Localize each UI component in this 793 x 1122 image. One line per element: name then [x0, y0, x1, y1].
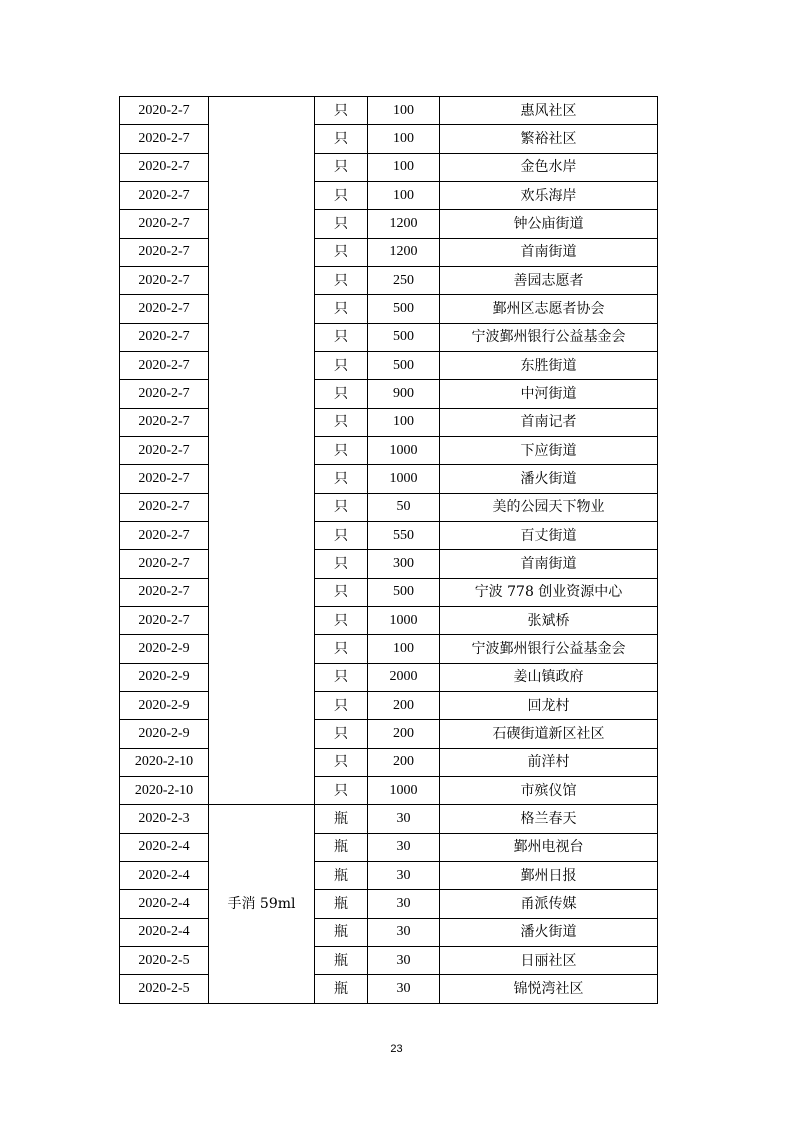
table-row: [120, 97, 658, 125]
recipient-cell: 欢乐海岸: [440, 181, 658, 209]
date-cell: 2020-2-5: [120, 975, 209, 1003]
table-row: [120, 805, 658, 833]
unit-cell: 瓶: [315, 918, 368, 946]
quantity-cell: 30: [368, 975, 440, 1003]
recipient-cell: 回龙村: [440, 691, 658, 719]
date-cell: 2020-2-7: [120, 521, 209, 549]
date-cell: 2020-2-7: [120, 351, 209, 379]
quantity-cell: 1000: [368, 776, 440, 804]
table-row: [120, 181, 658, 209]
table-row: [120, 210, 658, 238]
page-number: 23: [390, 1043, 403, 1055]
table-row: [120, 351, 658, 379]
recipient-cell: 鄞州日报: [440, 861, 658, 889]
quantity-cell: 500: [368, 351, 440, 379]
recipient-cell: 金色水岸: [440, 153, 658, 181]
unit-cell: 只: [315, 238, 368, 266]
recipient-cell: 张斌桥: [440, 606, 658, 634]
date-cell: 2020-2-7: [120, 181, 209, 209]
unit-cell: 瓶: [315, 861, 368, 889]
table-row: [120, 606, 658, 634]
recipient-cell: 鄞州电视台: [440, 833, 658, 861]
table-row: [120, 975, 658, 1003]
recipient-cell: 中河街道: [440, 380, 658, 408]
table-row: [120, 720, 658, 748]
unit-cell: 只: [315, 380, 368, 408]
recipient-cell: 格兰春天: [440, 805, 658, 833]
table-row: [120, 691, 658, 719]
recipient-cell: 鄞州区志愿者协会: [440, 295, 658, 323]
recipient-cell: 首南街道: [440, 238, 658, 266]
unit-cell: 只: [315, 606, 368, 634]
recipient-cell: 首南记者: [440, 408, 658, 436]
table-row: [120, 238, 658, 266]
date-cell: 2020-2-7: [120, 295, 209, 323]
table-row: [120, 521, 658, 549]
quantity-cell: 550: [368, 521, 440, 549]
quantity-cell: 1200: [368, 238, 440, 266]
recipient-cell: 善园志愿者: [440, 266, 658, 294]
recipient-cell: 前洋村: [440, 748, 658, 776]
table-row: [120, 323, 658, 351]
recipient-cell: 甬派传媒: [440, 890, 658, 918]
date-cell: 2020-2-7: [120, 153, 209, 181]
table-row: [120, 295, 658, 323]
date-cell: 2020-2-7: [120, 323, 209, 351]
quantity-cell: 50: [368, 493, 440, 521]
table-row: [120, 748, 658, 776]
unit-cell: 瓶: [315, 890, 368, 918]
recipient-cell: 锦悦湾社区: [440, 975, 658, 1003]
table-row: [120, 493, 658, 521]
date-cell: 2020-2-9: [120, 663, 209, 691]
date-cell: 2020-2-7: [120, 465, 209, 493]
unit-cell: 只: [315, 408, 368, 436]
recipient-cell: 潘火街道: [440, 465, 658, 493]
table-row: [120, 833, 658, 861]
unit-cell: 只: [315, 436, 368, 464]
table-row: [120, 125, 658, 153]
table-row: [120, 918, 658, 946]
unit-cell: 只: [315, 493, 368, 521]
quantity-cell: 200: [368, 748, 440, 776]
quantity-cell: 30: [368, 805, 440, 833]
quantity-cell: 900: [368, 380, 440, 408]
quantity-cell: 30: [368, 890, 440, 918]
table-row: [120, 663, 658, 691]
quantity-cell: 2000: [368, 663, 440, 691]
date-cell: 2020-2-7: [120, 578, 209, 606]
quantity-cell: 100: [368, 97, 440, 125]
quantity-cell: 100: [368, 635, 440, 663]
quantity-cell: 1000: [368, 436, 440, 464]
quantity-cell: 200: [368, 720, 440, 748]
unit-cell: 只: [315, 521, 368, 549]
date-cell: 2020-2-7: [120, 436, 209, 464]
table-row: [120, 153, 658, 181]
recipient-cell: 宁波 778 创业资源中心: [440, 578, 658, 606]
date-cell: 2020-2-9: [120, 691, 209, 719]
unit-cell: 瓶: [315, 805, 368, 833]
quantity-cell: 1000: [368, 606, 440, 634]
recipient-cell: 钟公庙街道: [440, 210, 658, 238]
date-cell: 2020-2-7: [120, 266, 209, 294]
unit-cell: 只: [315, 465, 368, 493]
unit-cell: 只: [315, 663, 368, 691]
recipient-cell: 姜山镇政府: [440, 663, 658, 691]
donation-table-container: [119, 96, 657, 1004]
table-row: [120, 946, 658, 974]
donation-table: [119, 96, 658, 1004]
date-cell: 2020-2-7: [120, 125, 209, 153]
date-cell: 2020-2-7: [120, 210, 209, 238]
quantity-cell: 100: [368, 125, 440, 153]
unit-cell: 只: [315, 266, 368, 294]
unit-cell: 只: [315, 295, 368, 323]
recipient-cell: 潘火街道: [440, 918, 658, 946]
unit-cell: 只: [315, 720, 368, 748]
date-cell: 2020-2-4: [120, 918, 209, 946]
recipient-cell: 日丽社区: [440, 946, 658, 974]
date-cell: 2020-2-7: [120, 380, 209, 408]
quantity-cell: 30: [368, 833, 440, 861]
unit-cell: 只: [315, 748, 368, 776]
item-cell: 手消 59ml: [209, 805, 315, 1003]
recipient-cell: 惠风社区: [440, 97, 658, 125]
quantity-cell: 200: [368, 691, 440, 719]
unit-cell: 只: [315, 578, 368, 606]
unit-cell: 只: [315, 153, 368, 181]
quantity-cell: 100: [368, 181, 440, 209]
quantity-cell: 30: [368, 918, 440, 946]
table-row: [120, 465, 658, 493]
table-row: [120, 408, 658, 436]
table-row: [120, 776, 658, 804]
date-cell: 2020-2-9: [120, 720, 209, 748]
unit-cell: 只: [315, 181, 368, 209]
date-cell: 2020-2-7: [120, 550, 209, 578]
recipient-cell: 美的公园天下物业: [440, 493, 658, 521]
recipient-cell: 首南街道: [440, 550, 658, 578]
unit-cell: 瓶: [315, 833, 368, 861]
unit-cell: 只: [315, 635, 368, 663]
date-cell: 2020-2-4: [120, 833, 209, 861]
unit-cell: 瓶: [315, 975, 368, 1003]
unit-cell: 只: [315, 125, 368, 153]
recipient-cell: 百丈街道: [440, 521, 658, 549]
table-row: [120, 635, 658, 663]
recipient-cell: 东胜街道: [440, 351, 658, 379]
date-cell: 2020-2-10: [120, 748, 209, 776]
table-row: [120, 861, 658, 889]
unit-cell: 只: [315, 323, 368, 351]
table-row: [120, 266, 658, 294]
quantity-cell: 500: [368, 323, 440, 351]
unit-cell: 只: [315, 550, 368, 578]
unit-cell: 只: [315, 691, 368, 719]
table-row: [120, 436, 658, 464]
quantity-cell: 1000: [368, 465, 440, 493]
quantity-cell: 30: [368, 861, 440, 889]
quantity-cell: 1200: [368, 210, 440, 238]
unit-cell: 只: [315, 210, 368, 238]
date-cell: 2020-2-7: [120, 493, 209, 521]
quantity-cell: 300: [368, 550, 440, 578]
quantity-cell: 500: [368, 578, 440, 606]
quantity-cell: 500: [368, 295, 440, 323]
quantity-cell: 100: [368, 153, 440, 181]
quantity-cell: 250: [368, 266, 440, 294]
date-cell: 2020-2-7: [120, 238, 209, 266]
recipient-cell: 下应街道: [440, 436, 658, 464]
table-row: [120, 578, 658, 606]
recipient-cell: 繁裕社区: [440, 125, 658, 153]
item-cell: [209, 97, 315, 805]
date-cell: 2020-2-7: [120, 606, 209, 634]
recipient-cell: 市殡仪馆: [440, 776, 658, 804]
date-cell: 2020-2-10: [120, 776, 209, 804]
unit-cell: 只: [315, 776, 368, 804]
unit-cell: 只: [315, 97, 368, 125]
quantity-cell: 30: [368, 946, 440, 974]
date-cell: 2020-2-5: [120, 946, 209, 974]
date-cell: 2020-2-4: [120, 861, 209, 889]
date-cell: 2020-2-4: [120, 890, 209, 918]
recipient-cell: 宁波鄞州银行公益基金会: [440, 635, 658, 663]
unit-cell: 瓶: [315, 946, 368, 974]
table-row: [120, 550, 658, 578]
table-row: [120, 890, 658, 918]
recipient-cell: 石碶街道新区社区: [440, 720, 658, 748]
recipient-cell: 宁波鄞州银行公益基金会: [440, 323, 658, 351]
quantity-cell: 100: [368, 408, 440, 436]
date-cell: 2020-2-9: [120, 635, 209, 663]
date-cell: 2020-2-7: [120, 97, 209, 125]
donation-table-body: [120, 97, 658, 1004]
table-row: [120, 380, 658, 408]
date-cell: 2020-2-7: [120, 408, 209, 436]
date-cell: 2020-2-3: [120, 805, 209, 833]
unit-cell: 只: [315, 351, 368, 379]
